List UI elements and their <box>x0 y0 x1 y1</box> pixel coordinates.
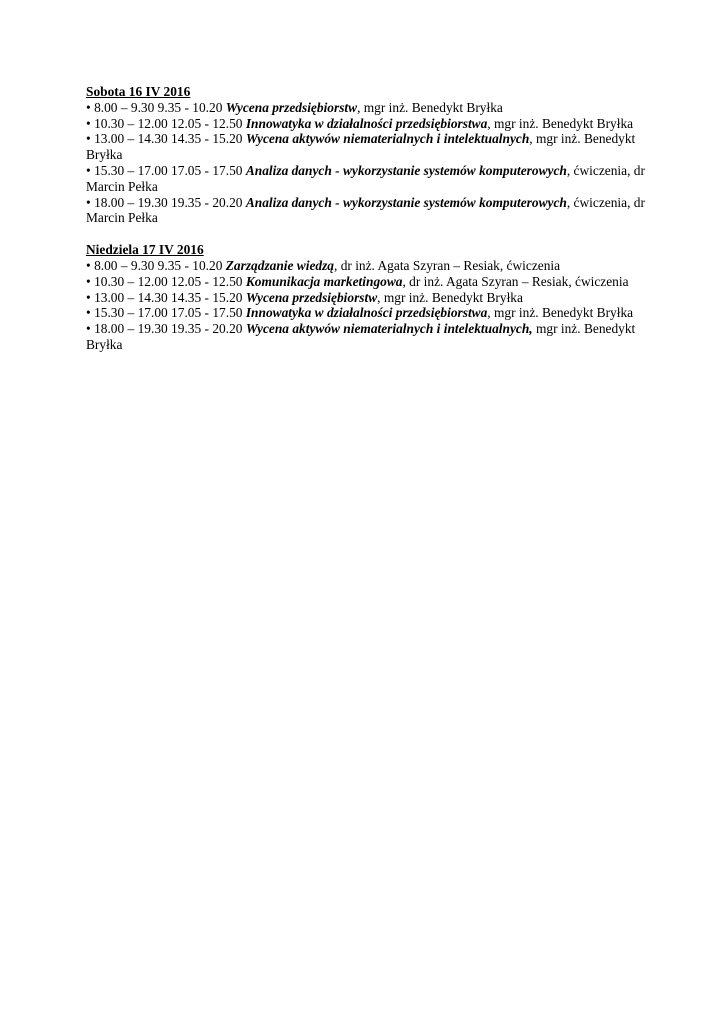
schedule-entry <box>86 258 646 274</box>
entry-bullet: • <box>86 131 91 147</box>
entry-subject: Wycena przedsiębiorstw <box>245 289 378 305</box>
entry-bullet: • <box>86 99 91 115</box>
entry-details: , dr inż. Agata Szyran – Resiak, ćwiczenia <box>334 257 561 273</box>
entry-subject: Analiza danych - wykorzystanie systemów komputerowych <box>245 162 567 178</box>
entry-subject: Wycena aktywów niematerialnych i intelektualnych <box>245 131 530 147</box>
schedule-entry <box>86 163 646 195</box>
entry-time: 15.30 – 17.00 17.05 - 17.50 <box>94 162 243 178</box>
entry-bullet: • <box>86 321 91 337</box>
entry-time: 18.00 – 19.30 19.35 - 20.20 <box>94 194 243 210</box>
schedule-entry <box>86 195 646 227</box>
schedule-entry <box>86 116 646 132</box>
schedule-entry <box>86 274 646 290</box>
entry-details: , mgr inż. Benedykt Bryłka <box>377 289 523 305</box>
entry-subject: Wycena aktywów niematerialnych i intelektualnych, <box>245 321 533 337</box>
day-heading: Niedziela 17 IV 2016 <box>86 242 204 258</box>
schedule-entry <box>86 321 646 353</box>
entry-subject: Wycena przedsiębiorstw <box>225 99 358 115</box>
day-sunday <box>86 242 646 353</box>
entry-details: , mgr inż. Benedykt Bryłka <box>357 99 503 115</box>
entry-time: 13.00 – 14.30 14.35 - 15.20 <box>94 289 243 305</box>
day-saturday <box>86 84 646 226</box>
entry-details: , dr inż. Agata Szyran – Resiak, ćwiczenia <box>402 273 629 289</box>
entry-bullet: • <box>86 162 91 178</box>
entry-time: 18.00 – 19.30 19.35 - 20.20 <box>94 321 243 337</box>
entry-details: , mgr inż. Benedykt Bryłka <box>487 115 634 131</box>
entry-time: 10.30 – 12.00 12.05 - 12.50 <box>94 115 243 131</box>
entry-subject: Analiza danych - wykorzystanie systemów komputerowych <box>245 194 567 210</box>
entry-bullet: • <box>86 289 91 305</box>
entry-bullet: • <box>86 194 91 210</box>
entry-subject: Komunikacja marketingowa <box>245 273 403 289</box>
entry-time: 8.00 – 9.30 9.35 - 10.20 <box>94 257 223 273</box>
entry-time: 15.30 – 17.00 17.05 - 17.50 <box>94 305 243 321</box>
entry-details: , mgr inż. Benedykt Bryłka <box>487 305 634 321</box>
entry-subject: Innowatyka w działalności przedsiębiorstwa <box>245 115 488 131</box>
entry-details: , mgr inż. Benedykt Bryłka <box>86 131 636 163</box>
entry-subject: Innowatyka w działalności przedsiębiorstwa <box>245 305 488 321</box>
entry-time: 13.00 – 14.30 14.35 - 15.20 <box>94 131 243 147</box>
entry-details: , ćwiczenia, dr Marcin Pełka <box>86 162 645 194</box>
document-page <box>86 84 646 353</box>
entry-bullet: • <box>86 257 91 273</box>
day-heading: Sobota 16 IV 2016 <box>86 84 191 99</box>
entry-details: , ćwiczenia, dr Marcin Pełka <box>86 194 645 226</box>
schedule-entry <box>86 290 646 306</box>
entry-details: mgr inż. Benedykt Bryłka <box>86 321 636 352</box>
entry-bullet: • <box>86 115 91 131</box>
schedule-entry <box>86 305 646 321</box>
entry-time: 8.00 – 9.30 9.35 - 10.20 <box>94 99 223 115</box>
schedule-entry <box>86 131 646 163</box>
entry-time: 10.30 – 12.00 12.05 - 12.50 <box>94 273 243 289</box>
entry-subject: Zarządzanie wiedzą <box>225 257 334 273</box>
entry-bullet: • <box>86 273 91 289</box>
entry-bullet: • <box>86 305 91 321</box>
schedule-entry <box>86 100 646 116</box>
